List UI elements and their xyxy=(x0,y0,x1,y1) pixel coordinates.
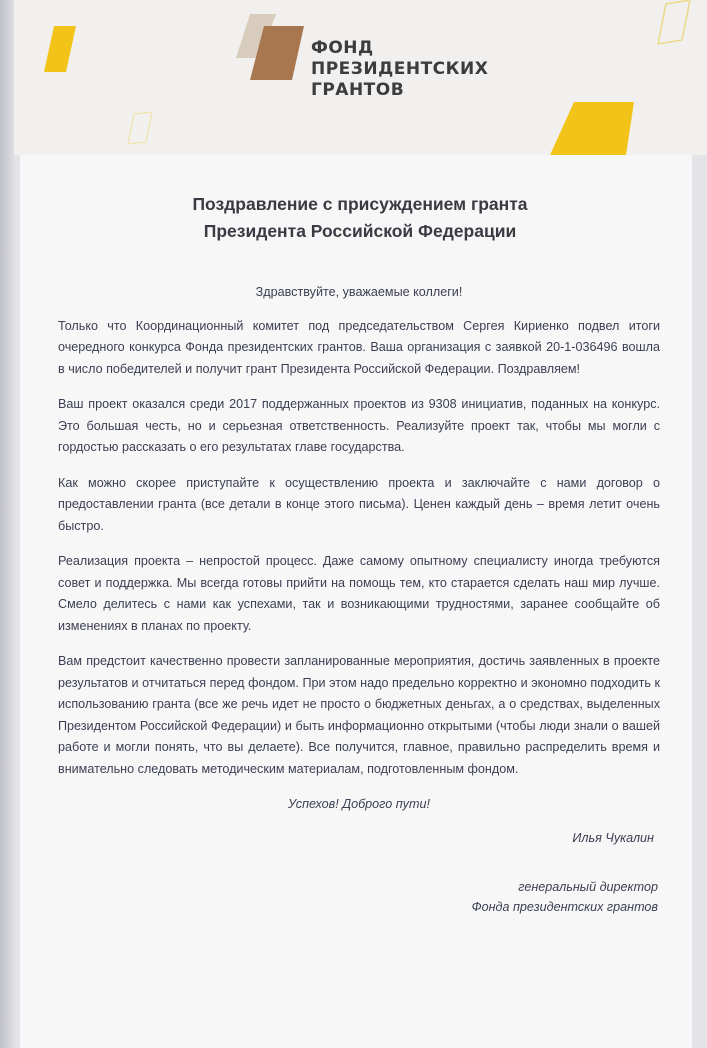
paragraph-3: Как можно скорее приступайте к осуществлению проекта и заключайте с нами договор о предоставлении гранта (все детали в конце этого письма). Ценен каждый день – время летит очень быстро. xyxy=(58,475,660,533)
decor-yellow-outline-small xyxy=(122,108,172,148)
logo-line-1: ФОНД xyxy=(311,38,374,58)
paragraph-5: Вам предстоит качественно провести запланированные мероприятия, достичь заявленных в проекте результатов и отчитаться перед фондом. При этом надо предельно корректно и экономно подходить к использованию гранта (все же речь идет не просто о бюджетных деньгах, а о средствах, выделенных Президентом Российской Федерации) и быть информационно открытыми (чтобы люди знали о вашей работе и могли понять, что вы делаете). Все получится, главное, правильно распределить время и внимательно следовать методическим материалам, подготовленным фондом. xyxy=(58,654,660,776)
paragraph-1: Только что Координационный комитет под председательством Сергея Кириенко подвел итоги очередного конкурса Фонда президентских грантов. Ваша организация с заявкой 20-1-036496 вошла в число победителей и получит грант Президента Российской Федерации. Поздравляем! xyxy=(58,318,660,376)
letter-header xyxy=(14,0,707,155)
letter-body xyxy=(58,282,660,917)
signature-title-line-1: генеральный директор xyxy=(518,880,658,894)
signature-title-line-2: Фонда президентских грантов xyxy=(471,900,658,914)
decor-yellow-shape-bottom xyxy=(534,98,644,155)
title-line-1: Поздравление с присуждением гранта xyxy=(192,194,528,214)
decor-yellow-shape-left xyxy=(40,20,100,80)
closing-line: Успехов! Доброго пути! xyxy=(288,797,430,811)
letter-title xyxy=(60,191,660,245)
decor-yellow-outline-right xyxy=(650,0,707,60)
title-line-2: Президента Российской Федерации xyxy=(203,221,517,241)
monitor-bezel xyxy=(0,0,14,1048)
paragraph-4: Реализация проекта – непростой процесс. Даже самому опытному специалисту иногда требуются совет и поддержка. Мы всегда готовы прийти на помощь тем, кто старается сделать наш мир лучше. Смело делитесь с нами как успехами, так и возникающими трудностями, заранее сообщайте об изменениях в планах по проекту. xyxy=(58,554,660,633)
fund-logo-icon xyxy=(230,12,310,84)
logo-line-2: ПРЕЗИДЕНТСКИХ xyxy=(311,59,489,79)
paragraph-2: Ваш проект оказался среди 2017 поддержанных проектов из 9308 инициатив, поданных на конкурс. Это большая честь, но и серьезная ответственность. Реализуйте проект так, чтобы мы могли с гордостью рассказать о его результатах главе государства. xyxy=(58,397,660,454)
signature-title xyxy=(58,877,658,917)
fund-logo-text xyxy=(311,38,488,101)
greeting: Здравствуйте, уважаемые коллеги! xyxy=(255,285,463,299)
signature-name: Илья Чукалин xyxy=(572,830,654,845)
logo-line-3: ГРАНТОВ xyxy=(311,80,405,100)
